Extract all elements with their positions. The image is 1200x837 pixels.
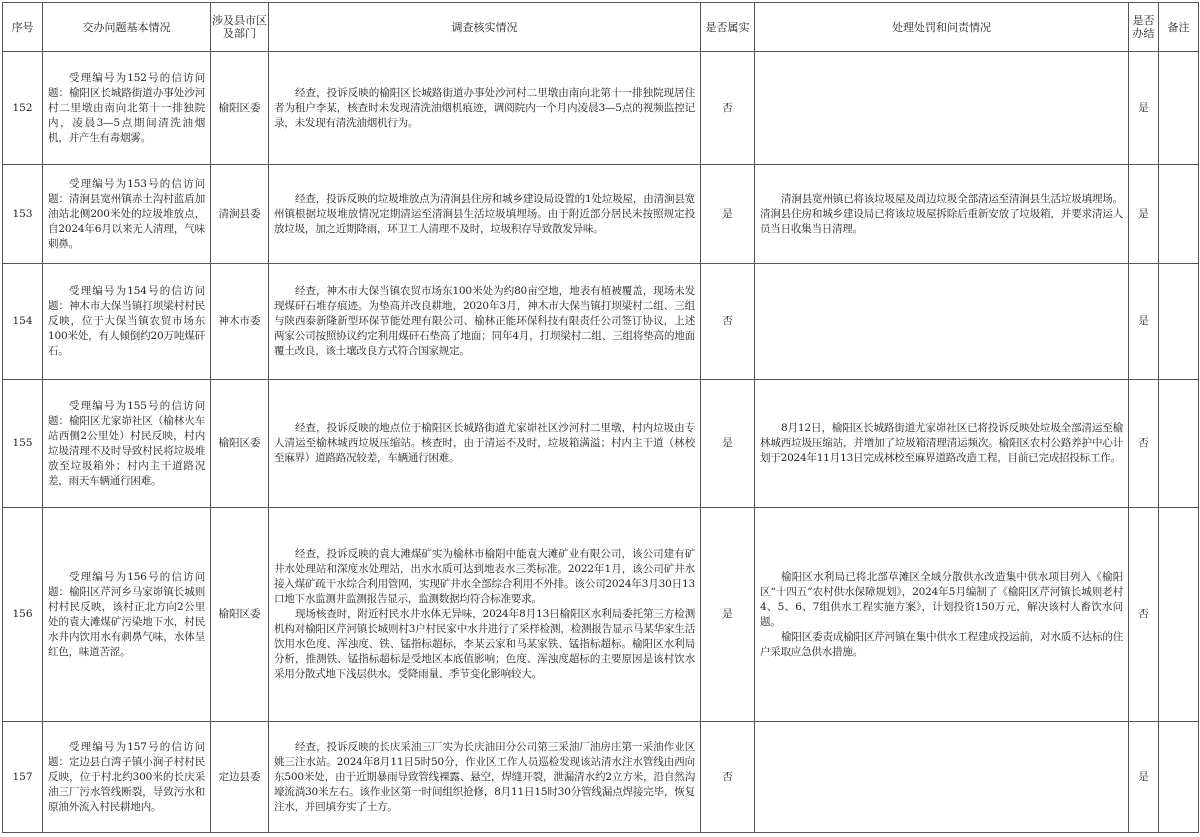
- investigation-cell-paragraph: 经查，神木市大保当镇农贸市场东100米处为约80亩空地，地表有植被覆盖，现场未发现煤矸石堆存痕迹。为垫高并改良耕地，2020年3月，神木市大保当镇打坝梁村二组、三组与陕西泰新隆新型环保节能处理有限公司、榆林正能环保科技有限责任公司签订协议，上述两家公司按照协议约定利用煤矸石垫高了地面；同年4月，打坝梁村二组、三组将垫高的地面覆土改良，该土壤改良方式符合国家规定。: [274, 285, 695, 357]
- table-row: [3, 264, 1199, 380]
- seq-cell: 153: [3, 165, 43, 264]
- investigation-cell: [269, 264, 701, 380]
- table-row: [3, 380, 1199, 508]
- basic-cell-paragraph: 受理编号为155号的信访问题：榆阳区尤家峁社区（榆林火车站西侧2公里处）村民反映，村内垃圾清理不及时导致村民将垃圾堆放至垃圾箱外；村内主干道路况差，雨天车辆通行困难。: [48, 399, 205, 487]
- investigation-cell-paragraph: 经查，投诉反映的垃圾堆放点为清涧县住房和城乡建设局设置的1处垃圾屋，由清涧县宽州镇根据垃圾堆放情况定期清运至清涧县生活垃圾填埋场。由于附近部分居民未按照规定投放垃圾，加之近期降雨，环卫工人清理不及时，垃圾积存导致散发异味。: [274, 192, 695, 235]
- note-cell: [1159, 165, 1199, 264]
- investigation-cell-paragraph: 现场核查时，附近村民水井水体无异味，2024年8月13日榆阳区水利局委托第三方检测机构对榆阳区芹河镇长城则村3户村民家中水井进行了采样检测，检测报告显示马某华家生活饮用水色度、浑浊度、铁、锰指标超标，李某云家和马某家铁、锰指标超标。榆阳区水利局分析，推测铁、锰指标超标是受地区本底值影响；色度、浑浊度超标的主要原因是该村饮水采用分散式地下浅层供水，受降雨量、季节变化影响较大。: [274, 608, 695, 680]
- header-handling: 处理处罚和问责情况: [755, 3, 1129, 52]
- county-cell: 定边县委: [211, 722, 269, 833]
- basic-cell-paragraph: 受理编号为152号的信访问题：榆阳区长城路街道办事处沙河村二里墩由南向北第十一排独院内，凌晨3—5点期间清洗油烟机，并产生有毒烟雾。: [48, 71, 205, 144]
- county-cell: 榆阳区委: [211, 508, 269, 722]
- investigation-cell-paragraph: 经查，投诉反映的地点位于榆阳区长城路街道尤家峁社区沙河村二里墩，村内垃圾由专人清运至榆林城西垃圾压缩站。核查时，由于清运不及时，垃圾箱满溢；村内主干道（林校至麻界）道路路况较差，车辆通行困难。: [274, 422, 695, 464]
- note-cell: [1159, 508, 1199, 722]
- table-body: [3, 52, 1199, 833]
- seq-cell: 154: [3, 264, 43, 380]
- investigation-cell: [269, 380, 701, 508]
- handling-cell-paragraph: 清涧县宽州镇已将该垃圾屋及周边垃圾全部清运至清涧县生活垃圾填埋场。清涧县住房和城乡建设局已将该垃圾屋拆除后重新安放了垃圾箱，并要求清运人员当日收集当日清理。: [760, 192, 1123, 235]
- basic-cell: [43, 508, 211, 722]
- basic-cell-paragraph: 受理编号为154号的信访问题：神木市大保当镇打坝梁村村民反映，位于大保当镇农贸市场东100米处，有人倾倒约20万吨煤矸石。: [48, 285, 205, 357]
- investigation-cell: [269, 52, 701, 165]
- county-cell: 清涧县委: [211, 165, 269, 264]
- county-cell: 榆阳区委: [211, 380, 269, 508]
- basic-cell: [43, 722, 211, 833]
- basic-cell-paragraph: 受理编号为157号的信访问题：定边县白湾子镇小涧子村村民反映，位于村北约300米的长庆采油三厂污水管线断裂，导致污水和原油外流入村民耕地内。: [48, 740, 205, 813]
- basic-cell-paragraph: 受理编号为156号的信访问题：榆阳区芹河乡马家峁镇长城则村村民反映，该村正北方向2公里处的袁大滩煤矿污染地下水，村民水井内饮用水有刺鼻气味，水体呈红色，味道苦涩。: [48, 570, 205, 658]
- handling-cell: [755, 380, 1129, 508]
- header-investigation: 调查核实情况: [269, 3, 701, 52]
- header-note: 备注: [1159, 3, 1199, 52]
- table-row: [3, 508, 1199, 722]
- handling-cell-paragraph: 榆阳区水利局已将北部草滩区全域分散供水改造集中供水项目列入《榆阳区“十四五”农村供水保障规划》，2024年5月编制了《榆阳区芹河镇长城则老村4、5、6、7组供水工程实施方案》，计划投资150万元，解决该村人畜饮水问题。: [760, 570, 1123, 628]
- header-basic: 交办问题基本情况: [43, 3, 211, 52]
- seq-cell: 155: [3, 380, 43, 508]
- seq-cell: 152: [3, 52, 43, 165]
- basic-cell: [43, 264, 211, 380]
- header-done: 是否办结: [1129, 3, 1159, 52]
- note-cell: [1159, 722, 1199, 833]
- header-county: 涉及县市区及部门: [211, 3, 269, 52]
- true-cell: 是: [701, 165, 755, 264]
- done-cell: 是: [1129, 52, 1159, 165]
- true-cell: 否: [701, 52, 755, 165]
- done-cell: 是: [1129, 722, 1159, 833]
- note-cell: [1159, 52, 1199, 165]
- table-row: [3, 165, 1199, 264]
- true-cell: 是: [701, 380, 755, 508]
- handling-cell: [755, 165, 1129, 264]
- table-row: [3, 52, 1199, 165]
- investigation-cell-paragraph: 经查，投诉反映的长庆采油三厂实为长庆油田分公司第三采油厂油房庄第一采油作业区姚三注水站。2024年8月11日5时50分，作业区工作人员巡检发现该站清水注水管线由西向东500米处，由于近期暴雨导致管线裸露、悬空，焊缝开裂，泄漏清水约2立方米，沿自然沟壕流淌30米左右。该作业区第一时间组织抢修，8月11日15时30分管线漏点焊接完毕，恢复注水，并回填夯实了土方。: [274, 740, 695, 813]
- note-cell: [1159, 380, 1199, 508]
- investigation-cell-paragraph: 经查，投诉反映的袁大滩煤矿实为榆林市榆阳中能袁大滩矿业有限公司，该公司建有矿井水处理站和深度水处理站，出水水质可达到地表水三类标准。2022年1月，该公司矿井水接入煤矿疏干水综合利用管网，实现矿井水全部综合利用不外排。该公司2024年3月30日13口地下水监测井监测报告显示，监测数据均符合标准要求。: [274, 548, 695, 605]
- handling-cell-paragraph: 8月12日，榆阳区长城路街道尤家峁社区已将投诉反映处垃圾全部清运至榆林城西垃圾压缩站，并增加了垃圾箱清理清运频次。榆阳区农村公路养护中心计划于2024年11月13日完成林校至麻界道路改造工程，目前已完成招投标工作。: [760, 422, 1123, 464]
- true-cell: 是: [701, 508, 755, 722]
- table-row: [3, 722, 1199, 833]
- basic-cell: [43, 165, 211, 264]
- note-cell: [1159, 264, 1199, 380]
- seq-cell: 157: [3, 722, 43, 833]
- investigation-cell: [269, 508, 701, 722]
- basic-cell-paragraph: 受理编号为153号的信访问题：清涧县宽州镇赤土沟村蓝盾加油站北侧200米处的垃圾堆放点，自2024年6月以来无人清理，气味刺鼻。: [48, 177, 205, 250]
- true-cell: 否: [701, 264, 755, 380]
- seq-cell: 156: [3, 508, 43, 722]
- county-cell: 榆阳区委: [211, 52, 269, 165]
- investigation-cell-paragraph: 经查，投诉反映的榆阳区长城路街道办事处沙河村二里墩由南向北第十一排独院现居住者为租户李某，核查时未发现清洗油烟机痕迹，调阅院内一个月内凌晨3—5点的视频监控记录，未发现有清洗油烟机行为。: [274, 86, 695, 129]
- done-cell: 否: [1129, 508, 1159, 722]
- done-cell: 是: [1129, 264, 1159, 380]
- investigation-cell: [269, 722, 701, 833]
- done-cell: 否: [1129, 380, 1159, 508]
- header-true: 是否属实: [701, 3, 755, 52]
- investigation-cell: [269, 165, 701, 264]
- done-cell: 是: [1129, 165, 1159, 264]
- table-header-row: [3, 3, 1199, 52]
- complaint-table: [2, 2, 1199, 833]
- handling-cell-paragraph: 榆阳区委责成榆阳区芹河镇在集中供水工程建成投运前，对水质不达标的住户采取应急供水措施。: [760, 630, 1123, 658]
- basic-cell: [43, 380, 211, 508]
- true-cell: 否: [701, 722, 755, 833]
- handling-cell: [755, 264, 1129, 380]
- handling-cell: [755, 508, 1129, 722]
- basic-cell: [43, 52, 211, 165]
- county-cell: 神木市委: [211, 264, 269, 380]
- handling-cell: [755, 722, 1129, 833]
- handling-cell: [755, 52, 1129, 165]
- header-seq: 序号: [3, 3, 43, 52]
